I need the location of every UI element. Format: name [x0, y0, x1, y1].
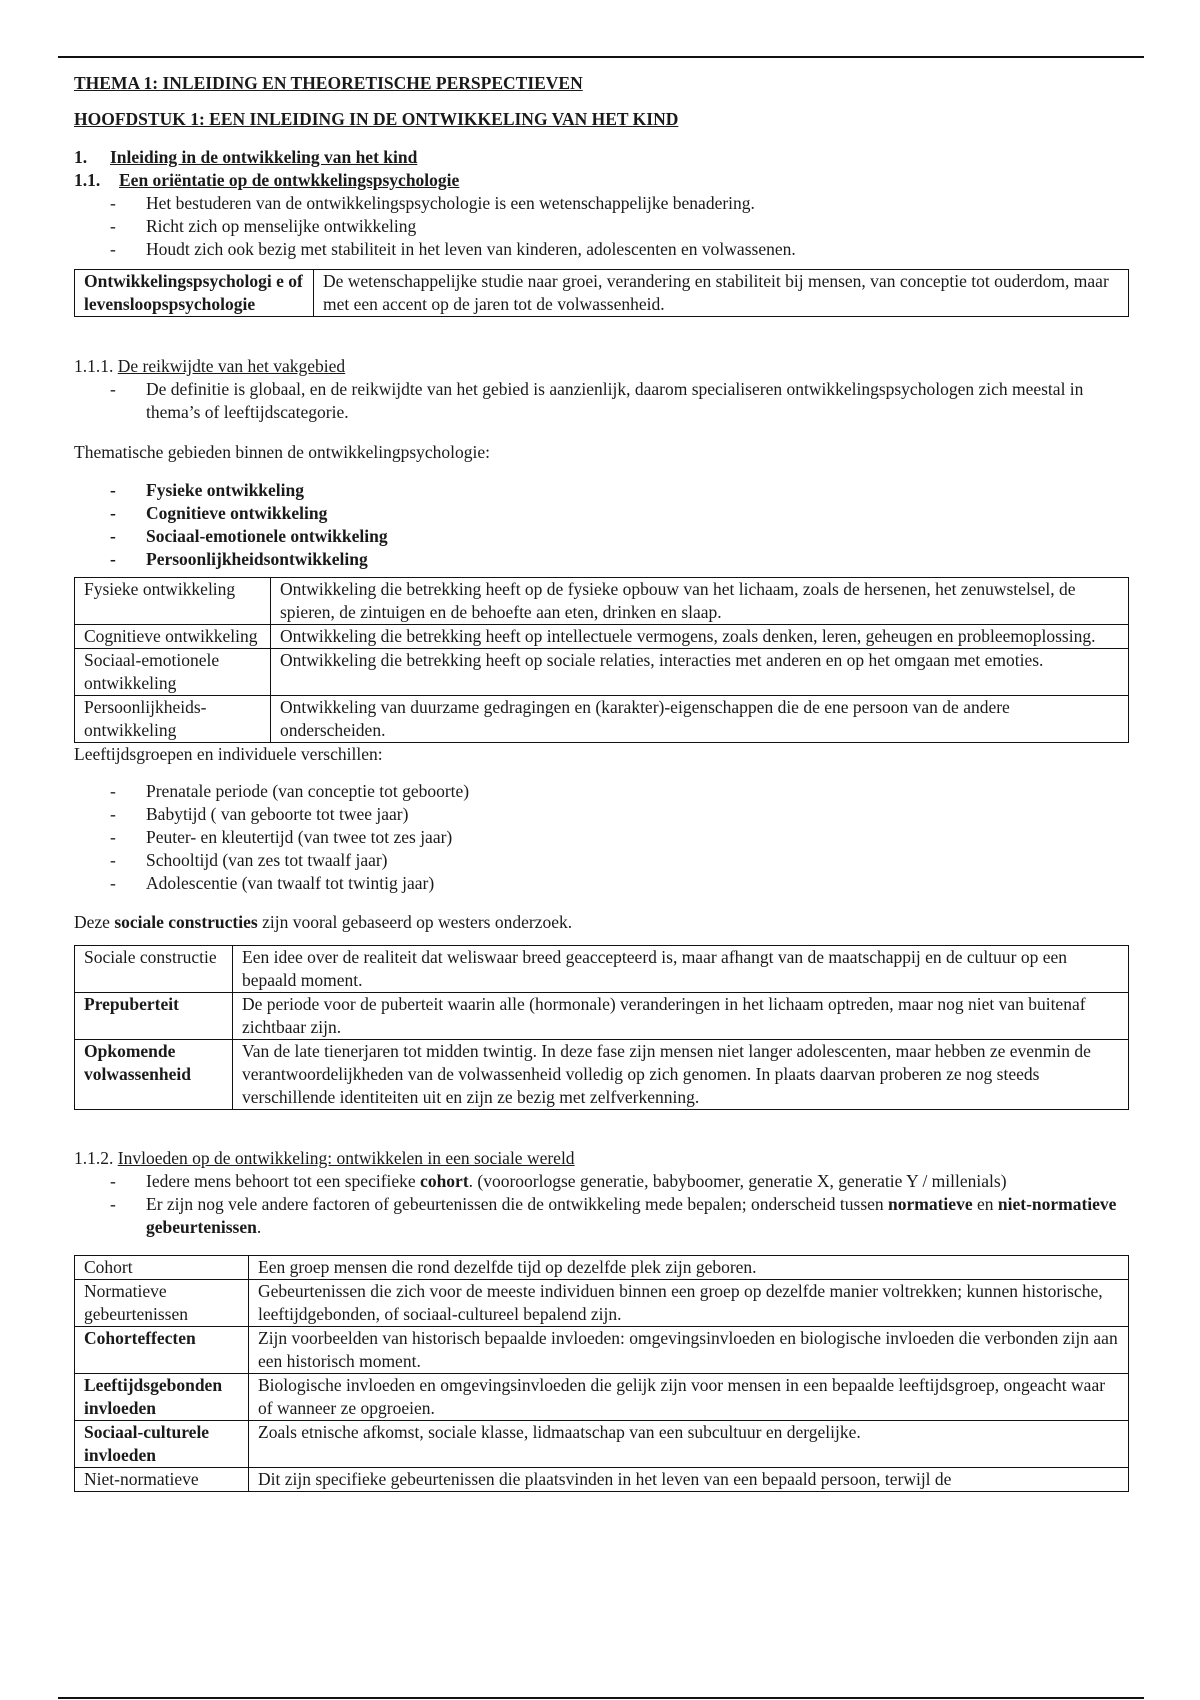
- list-item: - Cognitieve ontwikkeling: [74, 502, 1134, 525]
- table-row: [75, 1040, 1129, 1110]
- table-definition: Van de late tienerjaren tot midden twintig. In deze fase zijn mensen niet langer adolescenten, maar hebben ze evenmin de verantwoordelijkheden van de volwassenheid volledig op zich genomen. In plaats daarvan proberen ze nog steeds verschillende identiteiten uit en zijn ze bezig met zelfverkenning.: [233, 1040, 1129, 1110]
- table-term: Normatieve gebeurtenissen: [75, 1280, 249, 1327]
- table-definition: Een idee over de realiteit dat weliswaar breed geaccepteerd is, maar afhangt van de maatschappij en de cultuur op een bepaald moment.: [233, 946, 1129, 993]
- table-row: [75, 696, 1129, 743]
- table-definition: Ontwikkeling van duurzame gedragingen en (karakter)-eigenschappen die de ene persoon van de andere onderscheiden.: [271, 696, 1129, 743]
- list-item: - Houdt zich ook bezig met stabiliteit in het leven van kinderen, adolescenten en volwassenen.: [74, 238, 1134, 261]
- section-1-1-1-bullets: [74, 378, 1134, 424]
- theme-title: THEMA 1: INLEIDING EN THEORETISCHE PERSPECTIEVEN: [74, 73, 583, 93]
- table-definition: Gebeurtenissen die zich voor de meeste individuen binnen een groep op dezelfde manier voltrekken; kunnen historische, leeftijdgebonden, of sociaal-cultureel bepalend zijn.: [249, 1280, 1129, 1327]
- text-run-bold: cohort: [420, 1171, 469, 1191]
- list-item: - Persoonlijkheidsontwikkeling: [74, 548, 1134, 571]
- list-item: [74, 1170, 1134, 1193]
- list-item: - Het bestuderen van de ontwikkelingspsychologie is een wetenschappelijke benadering.: [74, 192, 1134, 215]
- document-page: [74, 72, 1134, 1492]
- top-rule: [58, 56, 1144, 58]
- list-item: - Prenatale periode (van conceptie tot geboorte): [74, 780, 1134, 803]
- table-term: Sociaal-culturele invloeden: [75, 1421, 249, 1468]
- table-definition: Ontwikkeling die betrekking heeft op intellectuele vermogens, zoals denken, leren, geheugen en probleemoplossing.: [271, 625, 1129, 649]
- section-title: Invloeden op de ontwikkeling: ontwikkelen in een sociale wereld: [117, 1148, 575, 1168]
- section-title: Een oriëntatie op de ontwkkelingspsychologie: [119, 170, 460, 190]
- table-definition: De periode voor de puberteit waarin alle (hormonale) veranderingen in het lichaam optreden, maar nog niet van buitenaf zichtbaar zijn.: [233, 993, 1129, 1040]
- table-definition: Dit zijn specifieke gebeurtenissen die plaatsvinden in het leven van een bepaald persoon, terwijl de: [249, 1468, 1129, 1492]
- table-term: Ontwikkelingspsychologi e of levensloopspsychologie: [75, 270, 314, 317]
- section-1-1-heading: [74, 169, 1134, 192]
- bottom-rule: [58, 1697, 1144, 1699]
- section-number: 1.1.2.: [74, 1148, 114, 1168]
- age-groups-intro: Leeftijdsgroepen en individuele verschillen:: [74, 744, 383, 764]
- text-run: .: [256, 1217, 262, 1237]
- section-number: 1.1.1.: [74, 356, 114, 376]
- table-row: [75, 1327, 1129, 1374]
- themes-table: [74, 577, 1129, 743]
- section-number: 1.: [74, 147, 88, 167]
- age-groups-list: [74, 780, 1134, 895]
- text-run-bold: sociale constructies: [114, 912, 258, 932]
- list-item: - Fysieke ontwikkeling: [74, 479, 1134, 502]
- table-row: [75, 993, 1129, 1040]
- influences-table: [74, 1255, 1129, 1492]
- list-item: - De definitie is globaal, en de reikwijdte van het gebied is aanzienlijk, daarom specialiseren ontwikkelingspsychologen zich meestal in thema’s of leeftijdscategorie.: [74, 378, 1134, 424]
- table-term: Niet-normatieve: [75, 1468, 249, 1492]
- list-item: - Schooltijd (van zes tot twaalf jaar): [74, 849, 1134, 872]
- section-1-1-2-heading: [74, 1147, 1134, 1170]
- table-row: [75, 625, 1129, 649]
- section-number: 1.1.: [74, 170, 101, 190]
- table-definition: Ontwikkeling die betrekking heeft op sociale relaties, interacties met anderen en op het omgaan met emoties.: [271, 649, 1129, 696]
- text-run: . (vooroorlogse generatie, babyboomer, generatie X, generatie Y / millenials): [468, 1171, 1007, 1191]
- text-run: zijn vooral gebaseerd op westers onderzoek.: [257, 912, 573, 932]
- section-1-1-1-heading: [74, 355, 1134, 378]
- table-term: Prepuberteit: [75, 993, 233, 1040]
- table-term: Cohort: [75, 1256, 249, 1280]
- list-item: - Sociaal-emotionele ontwikkeling: [74, 525, 1134, 548]
- table-definition: Een groep mensen die rond dezelfde tijd op dezelfde plek zijn geboren.: [249, 1256, 1129, 1280]
- constructs-table: [74, 945, 1129, 1110]
- section-1-heading: [74, 146, 1134, 169]
- table-row: [75, 578, 1129, 625]
- constructs-sentence: [74, 911, 1134, 934]
- table-term: Opkomende volwassenheid: [75, 1040, 233, 1110]
- text-run: Er zijn nog vele andere factoren of gebeurtenissen die de ontwikkeling mede bepalen; onderscheid tussen: [146, 1194, 889, 1214]
- table-row: [75, 270, 1129, 317]
- text-run: Deze: [74, 912, 115, 932]
- list-item: - Peuter- en kleutertijd (van twee tot zes jaar): [74, 826, 1134, 849]
- list-item: - Babytijd ( van geboorte tot twee jaar): [74, 803, 1134, 826]
- themes-intro: Thematische gebieden binnen de ontwikkelingpsychologie:: [74, 442, 491, 462]
- table-definition: Ontwikkeling die betrekking heeft op de fysieke opbouw van het lichaam, zoals de hersenen, het zenuwstelsel, de spieren, de zintuigen en de behoefte aan eten, drinken en slaap.: [271, 578, 1129, 625]
- definition-table: [74, 269, 1129, 317]
- list-item: - Adolescentie (van twaalf tot twintig jaar): [74, 872, 1134, 895]
- section-title: De reikwijdte van het vakgebied: [117, 356, 346, 376]
- chapter-title: HOOFDSTUK 1: EEN INLEIDING IN DE ONTWIKKELING VAN HET KIND: [74, 109, 679, 129]
- table-definition: Biologische invloeden en omgevingsinvloeden die gelijk zijn voor mensen in een bepaalde leeftijdsgroep, ongeacht waar of wanneer ze opgroeien.: [249, 1374, 1129, 1421]
- table-row: [75, 1421, 1129, 1468]
- table-definition: Zijn voorbeelden van historisch bepaalde invloeden: omgevingsinvloeden en biologische invloeden die verbonden zijn aan een historisch moment.: [249, 1327, 1129, 1374]
- themes-list: [74, 479, 1134, 571]
- table-term: Fysieke ontwikkeling: [75, 578, 271, 625]
- text-run: Iedere mens behoort tot een specifieke: [146, 1171, 421, 1191]
- table-term: Cognitieve ontwikkeling: [75, 625, 271, 649]
- table-term: Sociaal-emotionele ontwikkeling: [75, 649, 271, 696]
- table-term: Persoonlijkheids-ontwikkeling: [75, 696, 271, 743]
- table-row: [75, 1374, 1129, 1421]
- section-1-1-2-bullets: [74, 1170, 1134, 1239]
- table-definition: De wetenschappelijke studie naar groei, verandering en stabiliteit bij mensen, van conceptie tot ouderdom, maar met een accent op de jaren tot de volwassenheid.: [314, 270, 1129, 317]
- text-run-bold: normatieve: [888, 1194, 973, 1214]
- section-1-1-bullets: [74, 192, 1134, 261]
- table-term: Leeftijdsgebonden invloeden: [75, 1374, 249, 1421]
- text-run: en: [972, 1194, 998, 1214]
- table-term: Cohorteffecten: [75, 1327, 249, 1374]
- list-item: - Richt zich op menselijke ontwikkeling: [74, 215, 1134, 238]
- section-title: Inleiding in de ontwikkeling van het kind: [110, 147, 418, 167]
- list-item: [74, 1193, 1134, 1239]
- table-row: [75, 946, 1129, 993]
- text-run-bold: niet-normatieve gebeurtenissen: [146, 1194, 1117, 1237]
- table-row: [75, 1280, 1129, 1327]
- table-term: Sociale constructie: [75, 946, 233, 993]
- table-row: [75, 649, 1129, 696]
- table-definition: Zoals etnische afkomst, sociale klasse, lidmaatschap van een subcultuur en dergelijke.: [249, 1421, 1129, 1468]
- table-row: [75, 1468, 1129, 1492]
- table-row: [75, 1256, 1129, 1280]
